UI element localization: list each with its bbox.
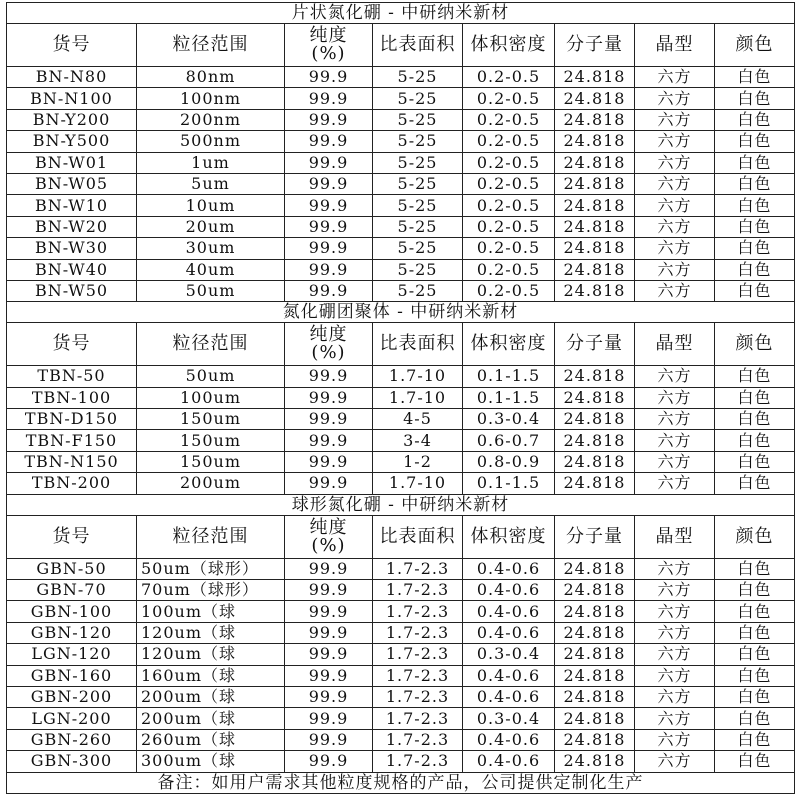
cell-surface: 1.7-2.3 [373, 751, 463, 772]
header-surface: 比表面积 [373, 323, 463, 366]
cell-size: 200um（球 [137, 686, 285, 707]
header-code: 货号 [7, 515, 137, 558]
cell-surface: 1.7-2.3 [373, 558, 463, 579]
cell-color: 白色 [715, 387, 795, 408]
cell-density: 0.2-0.5 [463, 216, 555, 237]
table-row [7, 708, 795, 729]
cell-surface: 3-4 [373, 430, 463, 451]
header-purity-unit: (%) [311, 342, 346, 364]
cell-purity: 99.9 [285, 195, 373, 216]
table-row [7, 473, 795, 494]
cell-density: 0.3-0.4 [463, 409, 555, 430]
table-row [7, 88, 795, 109]
cell-size: 10um [137, 195, 285, 216]
cell-crystal: 六方 [635, 751, 715, 772]
cell-crystal: 六方 [635, 601, 715, 622]
cell-mw: 24.818 [555, 708, 635, 729]
table-row [7, 430, 795, 451]
cell-code: LGN-200 [7, 708, 137, 729]
cell-size: 120um（球 [137, 622, 285, 643]
table-row [7, 622, 795, 643]
cell-mw: 24.818 [555, 751, 635, 772]
cell-surface: 1.7-2.3 [373, 708, 463, 729]
cell-color: 白色 [715, 558, 795, 579]
cell-density: 0.4-0.6 [463, 558, 555, 579]
cell-mw: 24.818 [555, 580, 635, 601]
cell-mw: 24.818 [555, 430, 635, 451]
cell-color: 白色 [715, 601, 795, 622]
cell-color: 白色 [715, 195, 795, 216]
cell-crystal: 六方 [635, 708, 715, 729]
header-size: 粒径范围 [137, 323, 285, 366]
cell-code: GBN-160 [7, 665, 137, 686]
cell-code: BN-W01 [7, 152, 137, 173]
product-spec-table [6, 2, 795, 794]
header-size: 粒径范围 [137, 24, 285, 67]
header-purity-label: 纯度 [309, 516, 348, 538]
cell-purity: 99.9 [285, 644, 373, 665]
cell-color: 白色 [715, 88, 795, 109]
cell-purity: 99.9 [285, 387, 373, 408]
cell-mw: 24.818 [555, 216, 635, 237]
cell-code: BN-W10 [7, 195, 137, 216]
table-row [7, 216, 795, 237]
cell-mw: 24.818 [555, 259, 635, 280]
cell-color: 白色 [715, 216, 795, 237]
cell-size: 5um [137, 173, 285, 194]
cell-color: 白色 [715, 430, 795, 451]
cell-size: 120um（球 [137, 644, 285, 665]
note-row [7, 772, 795, 793]
cell-crystal: 六方 [635, 686, 715, 707]
cell-purity: 99.9 [285, 473, 373, 494]
table-row [7, 558, 795, 579]
cell-color: 白色 [715, 366, 795, 387]
cell-crystal: 六方 [635, 88, 715, 109]
table-row [7, 665, 795, 686]
cell-mw: 24.818 [555, 109, 635, 130]
table-row [7, 366, 795, 387]
cell-mw: 24.818 [555, 686, 635, 707]
footnote: 备注：如用户需求其他粒度规格的产品，公司提供定制化生产 [7, 772, 795, 793]
cell-color: 白色 [715, 580, 795, 601]
cell-mw: 24.818 [555, 131, 635, 152]
cell-color: 白色 [715, 644, 795, 665]
cell-code: TBN-D150 [7, 409, 137, 430]
cell-purity: 99.9 [285, 88, 373, 109]
header-purity [285, 323, 373, 366]
cell-purity: 99.9 [285, 131, 373, 152]
table-row [7, 409, 795, 430]
cell-purity: 99.9 [285, 729, 373, 750]
cell-color: 白色 [715, 451, 795, 472]
cell-surface: 5-25 [373, 238, 463, 259]
section-title-row [7, 302, 795, 323]
table-row [7, 751, 795, 772]
cell-code: BN-W40 [7, 259, 137, 280]
cell-density: 0.6-0.7 [463, 430, 555, 451]
table-body [7, 3, 795, 794]
cell-color: 白色 [715, 708, 795, 729]
cell-mw: 24.818 [555, 88, 635, 109]
cell-density: 0.2-0.5 [463, 88, 555, 109]
table-row [7, 152, 795, 173]
header-size: 粒径范围 [137, 515, 285, 558]
header-density: 体积密度 [463, 515, 555, 558]
cell-color: 白色 [715, 109, 795, 130]
cell-density: 0.2-0.5 [463, 152, 555, 173]
cell-crystal: 六方 [635, 131, 715, 152]
cell-size: 100nm [137, 88, 285, 109]
cell-purity: 99.9 [285, 259, 373, 280]
cell-code: TBN-F150 [7, 430, 137, 451]
cell-mw: 24.818 [555, 195, 635, 216]
header-mw: 分子量 [555, 323, 635, 366]
cell-mw: 24.818 [555, 601, 635, 622]
cell-code: BN-N100 [7, 88, 137, 109]
cell-code: BN-W05 [7, 173, 137, 194]
section-title-row [7, 3, 795, 24]
cell-code: TBN-N150 [7, 451, 137, 472]
cell-crystal: 六方 [635, 259, 715, 280]
cell-purity: 99.9 [285, 580, 373, 601]
header-purity-unit: (%) [311, 534, 346, 556]
cell-crystal: 六方 [635, 67, 715, 88]
cell-purity: 99.9 [285, 665, 373, 686]
cell-size: 500nm [137, 131, 285, 152]
cell-crystal: 六方 [635, 387, 715, 408]
cell-size: 200um（球 [137, 708, 285, 729]
cell-purity: 99.9 [285, 67, 373, 88]
cell-purity: 99.9 [285, 751, 373, 772]
cell-mw: 24.818 [555, 409, 635, 430]
table-row [7, 644, 795, 665]
cell-surface: 1.7-2.3 [373, 686, 463, 707]
header-surface: 比表面积 [373, 24, 463, 67]
cell-purity: 99.9 [285, 430, 373, 451]
cell-surface: 1.7-2.3 [373, 601, 463, 622]
cell-purity: 99.9 [285, 366, 373, 387]
cell-size: 80nm [137, 67, 285, 88]
header-color: 颜色 [715, 323, 795, 366]
cell-purity: 99.9 [285, 238, 373, 259]
header-density: 体积密度 [463, 323, 555, 366]
cell-density: 0.4-0.6 [463, 686, 555, 707]
cell-code: GBN-50 [7, 558, 137, 579]
cell-crystal: 六方 [635, 280, 715, 301]
cell-mw: 24.818 [555, 451, 635, 472]
cell-code: GBN-200 [7, 686, 137, 707]
cell-surface: 1.7-2.3 [373, 665, 463, 686]
cell-size: 1um [137, 152, 285, 173]
table-row [7, 729, 795, 750]
cell-surface: 4-5 [373, 409, 463, 430]
cell-code: LGN-120 [7, 644, 137, 665]
header-purity [285, 24, 373, 67]
cell-density: 0.2-0.5 [463, 195, 555, 216]
cell-size: 300um（球 [137, 751, 285, 772]
cell-code: GBN-300 [7, 751, 137, 772]
cell-mw: 24.818 [555, 473, 635, 494]
cell-color: 白色 [715, 238, 795, 259]
cell-mw: 24.818 [555, 729, 635, 750]
cell-purity: 99.9 [285, 451, 373, 472]
cell-mw: 24.818 [555, 665, 635, 686]
cell-mw: 24.818 [555, 366, 635, 387]
cell-purity: 99.9 [285, 622, 373, 643]
header-row [7, 24, 795, 67]
cell-mw: 24.818 [555, 387, 635, 408]
cell-surface: 1.7-10 [373, 387, 463, 408]
cell-size: 20um [137, 216, 285, 237]
cell-surface: 1.7-10 [373, 366, 463, 387]
cell-density: 0.1-1.5 [463, 473, 555, 494]
cell-size: 260um（球 [137, 729, 285, 750]
cell-color: 白色 [715, 152, 795, 173]
section-title: 氮化硼团聚体 - 中研纳米新材 [7, 302, 795, 323]
table-row [7, 195, 795, 216]
cell-density: 0.4-0.6 [463, 751, 555, 772]
cell-density: 0.2-0.5 [463, 131, 555, 152]
header-color: 颜色 [715, 24, 795, 67]
header-code: 货号 [7, 323, 137, 366]
cell-mw: 24.818 [555, 173, 635, 194]
cell-code: GBN-260 [7, 729, 137, 750]
cell-color: 白色 [715, 67, 795, 88]
cell-surface: 1.7-2.3 [373, 622, 463, 643]
cell-density: 0.2-0.5 [463, 173, 555, 194]
table-row [7, 601, 795, 622]
cell-code: BN-N80 [7, 67, 137, 88]
cell-color: 白色 [715, 665, 795, 686]
cell-code: BN-W50 [7, 280, 137, 301]
cell-mw: 24.818 [555, 622, 635, 643]
cell-size: 150um [137, 451, 285, 472]
table-row [7, 259, 795, 280]
table-row [7, 173, 795, 194]
cell-surface: 5-25 [373, 216, 463, 237]
cell-size: 200um [137, 473, 285, 494]
cell-mw: 24.818 [555, 67, 635, 88]
header-crystal: 晶型 [635, 515, 715, 558]
table-row [7, 238, 795, 259]
cell-density: 0.2-0.5 [463, 67, 555, 88]
cell-crystal: 六方 [635, 152, 715, 173]
cell-purity: 99.9 [285, 601, 373, 622]
cell-surface: 5-25 [373, 131, 463, 152]
cell-size: 50um [137, 280, 285, 301]
cell-surface: 5-25 [373, 259, 463, 280]
cell-purity: 99.9 [285, 708, 373, 729]
cell-density: 0.2-0.5 [463, 259, 555, 280]
cell-code: GBN-70 [7, 580, 137, 601]
cell-color: 白色 [715, 259, 795, 280]
header-mw: 分子量 [555, 515, 635, 558]
cell-code: BN-Y200 [7, 109, 137, 130]
cell-crystal: 六方 [635, 580, 715, 601]
cell-color: 白色 [715, 131, 795, 152]
header-row [7, 515, 795, 558]
header-purity-unit: (%) [311, 43, 346, 64]
header-crystal: 晶型 [635, 24, 715, 67]
cell-code: BN-Y500 [7, 131, 137, 152]
header-code: 货号 [7, 24, 137, 67]
cell-purity: 99.9 [285, 558, 373, 579]
cell-size: 50um [137, 366, 285, 387]
cell-density: 0.1-1.5 [463, 366, 555, 387]
cell-crystal: 六方 [635, 558, 715, 579]
cell-color: 白色 [715, 409, 795, 430]
cell-code: TBN-50 [7, 366, 137, 387]
cell-size: 40um [137, 259, 285, 280]
cell-purity: 99.9 [285, 686, 373, 707]
header-row [7, 323, 795, 366]
cell-mw: 24.818 [555, 644, 635, 665]
cell-color: 白色 [715, 173, 795, 194]
cell-density: 0.2-0.5 [463, 280, 555, 301]
cell-purity: 99.9 [285, 109, 373, 130]
cell-color: 白色 [715, 622, 795, 643]
header-crystal: 晶型 [635, 323, 715, 366]
section-title-row [7, 494, 795, 515]
cell-size: 150um [137, 430, 285, 451]
cell-color: 白色 [715, 686, 795, 707]
cell-size: 200nm [137, 109, 285, 130]
header-density: 体积密度 [463, 24, 555, 67]
cell-color: 白色 [715, 280, 795, 301]
cell-mw: 24.818 [555, 238, 635, 259]
cell-crystal: 六方 [635, 644, 715, 665]
header-surface: 比表面积 [373, 515, 463, 558]
header-purity-label: 纯度 [309, 25, 348, 46]
cell-density: 0.8-0.9 [463, 451, 555, 472]
cell-surface: 5-25 [373, 152, 463, 173]
cell-color: 白色 [715, 729, 795, 750]
cell-color: 白色 [715, 473, 795, 494]
cell-surface: 5-25 [373, 173, 463, 194]
cell-surface: 1.7-2.3 [373, 729, 463, 750]
cell-surface: 1.7-10 [373, 473, 463, 494]
cell-density: 0.4-0.6 [463, 580, 555, 601]
cell-code: BN-W20 [7, 216, 137, 237]
header-purity-label: 纯度 [309, 324, 348, 346]
header-mw: 分子量 [555, 24, 635, 67]
cell-surface: 5-25 [373, 109, 463, 130]
cell-crystal: 六方 [635, 665, 715, 686]
table-row [7, 580, 795, 601]
cell-density: 0.2-0.5 [463, 238, 555, 259]
cell-mw: 24.818 [555, 152, 635, 173]
cell-size: 30um [137, 238, 285, 259]
cell-crystal: 六方 [635, 622, 715, 643]
cell-mw: 24.818 [555, 558, 635, 579]
table-row [7, 280, 795, 301]
cell-crystal: 六方 [635, 195, 715, 216]
table-row [7, 451, 795, 472]
cell-purity: 99.9 [285, 152, 373, 173]
cell-color: 白色 [715, 751, 795, 772]
table-row [7, 131, 795, 152]
cell-surface: 1-2 [373, 451, 463, 472]
cell-size: 100um（球 [137, 601, 285, 622]
cell-size: 100um [137, 387, 285, 408]
cell-code: TBN-100 [7, 387, 137, 408]
cell-mw: 24.818 [555, 280, 635, 301]
cell-crystal: 六方 [635, 430, 715, 451]
cell-density: 0.4-0.6 [463, 601, 555, 622]
cell-density: 0.4-0.6 [463, 622, 555, 643]
cell-crystal: 六方 [635, 173, 715, 194]
cell-crystal: 六方 [635, 366, 715, 387]
cell-surface: 1.7-2.3 [373, 580, 463, 601]
cell-density: 0.3-0.4 [463, 708, 555, 729]
cell-size: 160um（球 [137, 665, 285, 686]
cell-code: GBN-120 [7, 622, 137, 643]
cell-crystal: 六方 [635, 216, 715, 237]
cell-code: TBN-200 [7, 473, 137, 494]
cell-surface: 5-25 [373, 67, 463, 88]
cell-purity: 99.9 [285, 280, 373, 301]
cell-crystal: 六方 [635, 409, 715, 430]
cell-size: 150um [137, 409, 285, 430]
cell-purity: 99.9 [285, 216, 373, 237]
cell-size: 50um（球形） [137, 558, 285, 579]
cell-purity: 99.9 [285, 409, 373, 430]
cell-surface: 5-25 [373, 280, 463, 301]
cell-density: 0.4-0.6 [463, 665, 555, 686]
cell-density: 0.1-1.5 [463, 387, 555, 408]
cell-surface: 5-25 [373, 195, 463, 216]
cell-size: 70um（球形） [137, 580, 285, 601]
cell-crystal: 六方 [635, 238, 715, 259]
section-title: 片状氮化硼 - 中研纳米新材 [7, 3, 795, 24]
cell-crystal: 六方 [635, 451, 715, 472]
cell-density: 0.3-0.4 [463, 644, 555, 665]
table-row [7, 109, 795, 130]
cell-code: BN-W30 [7, 238, 137, 259]
cell-crystal: 六方 [635, 109, 715, 130]
cell-surface: 5-25 [373, 88, 463, 109]
table-row [7, 387, 795, 408]
cell-purity: 99.9 [285, 173, 373, 194]
cell-crystal: 六方 [635, 473, 715, 494]
cell-crystal: 六方 [635, 729, 715, 750]
table-row [7, 686, 795, 707]
section-title: 球形氮化硼 - 中研纳米新材 [7, 494, 795, 515]
cell-density: 0.2-0.5 [463, 109, 555, 130]
cell-density: 0.4-0.6 [463, 729, 555, 750]
cell-code: GBN-100 [7, 601, 137, 622]
table-row [7, 67, 795, 88]
header-purity [285, 515, 373, 558]
header-color: 颜色 [715, 515, 795, 558]
cell-surface: 1.7-2.3 [373, 644, 463, 665]
